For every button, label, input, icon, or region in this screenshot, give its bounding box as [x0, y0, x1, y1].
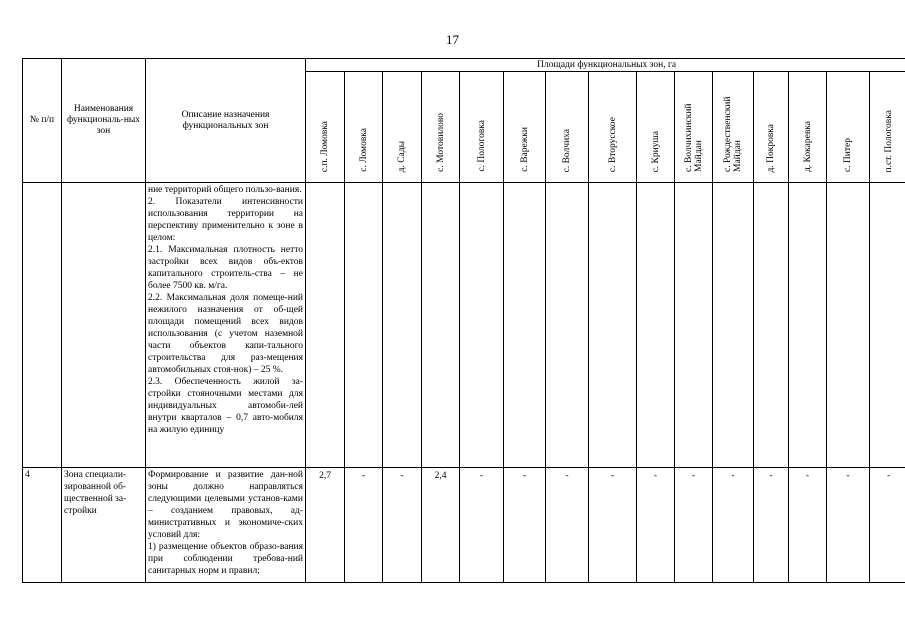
header-settlement: д. Кокаревка — [789, 72, 827, 183]
area-value: - — [504, 468, 546, 583]
header-settlement: д. Сады — [383, 72, 422, 183]
header-settlement: с. Вторусское — [589, 72, 637, 183]
area-value: - — [345, 468, 383, 583]
cell-empty — [23, 183, 62, 468]
cell-empty — [546, 183, 589, 468]
zone-number: 4 — [23, 468, 62, 583]
cell-empty — [460, 183, 504, 468]
area-value: 2,7 — [306, 468, 345, 583]
cell-empty — [675, 183, 713, 468]
area-value: - — [827, 468, 870, 583]
description-paragraph: 2.1. Максимальная плотность нетто застройки всех видов объ-ектов капитального строитель-ства – не более 7500 кв. м/га. — [148, 245, 303, 291]
header-settlement: с. Волчиха — [546, 72, 589, 183]
area-value: - — [637, 468, 675, 583]
header-settlement: с. Криуша — [637, 72, 675, 183]
description-paragraph: 2.2. Максимальная доля помеще-ний нежилого назначения от об-щей площади помещений всех видов использования (с учетом наземной части объектов капи-тального строительства для раз-мещения автомобильных стоя-нок) – 25 %. — [148, 293, 303, 375]
page-number: 17 — [446, 32, 459, 47]
header-row-1 — [23, 59, 905, 72]
area-value: - — [675, 468, 713, 583]
cell-empty — [383, 183, 422, 468]
header-settlement: с.п. Ломовка — [306, 72, 345, 183]
header-settlement: с. Питер — [827, 72, 870, 183]
header-description: Описание назначения функциональных зон — [146, 59, 306, 183]
header-settlement: с. Волчихинский Майдан — [675, 72, 713, 183]
zone-description — [146, 468, 306, 583]
table-row-continuation — [23, 183, 905, 468]
area-value: - — [546, 468, 589, 583]
area-value: - — [754, 468, 789, 583]
area-value: - — [460, 468, 504, 583]
description-paragraph: 2. Показатели интенсивности использования территории на перспективу применительно к зоне в целом: — [148, 197, 303, 243]
cell-empty — [870, 183, 905, 468]
area-value: - — [789, 468, 827, 583]
cell-empty — [589, 183, 637, 468]
table-row-zone-4 — [23, 468, 905, 583]
functional-zones-table — [22, 58, 905, 583]
area-value: - — [870, 468, 905, 583]
area-value: 2,4 — [422, 468, 460, 583]
cell-empty — [345, 183, 383, 468]
header-settlement: с. Мотовилово — [422, 72, 460, 183]
header-num: № п/п — [23, 59, 62, 183]
header-settlement: д. Покровка — [754, 72, 789, 183]
description-paragraph: 1) размещение объектов образо-вания при соблюдении требова-ний санитарных норм и правил; — [148, 542, 303, 576]
cell-empty — [713, 183, 754, 468]
cell-empty — [789, 183, 827, 468]
cell-empty — [62, 183, 146, 468]
header-areas-group: Площади функциональных зон, га — [306, 59, 905, 72]
cell-empty — [504, 183, 546, 468]
header-settlement: п.ст. Пологовка — [870, 72, 905, 183]
cell-empty — [754, 183, 789, 468]
header-settlement: с. Пологовка — [460, 72, 504, 183]
cell-empty — [637, 183, 675, 468]
cell-empty — [306, 183, 345, 468]
cell-empty — [422, 183, 460, 468]
header-zone-name: Наименования функциональ-ных зон — [62, 59, 146, 183]
zone-name: Зона специали-зированной об-щественной за-стройки — [62, 468, 146, 583]
cell-empty — [827, 183, 870, 468]
description-paragraph: ние территорий общего пользо-вания. — [148, 185, 302, 195]
header-settlement: с. Ломовка — [345, 72, 383, 183]
description-paragraph: 2.3. Обеспеченность жилой за-стройки стояночными местами для индивидуальных автомоби-лей внутри кварталов – 0,7 авто-мобиля на жилую единицу — [148, 377, 303, 435]
area-value: - — [713, 468, 754, 583]
description-paragraph: Формирование и развитие дан-ной зоны должно направляться следующими целевыми установ-ками – созданием правовых, ад-министративных и экономиче-ских условий для: — [148, 470, 303, 540]
header-settlement: с. Рождественский Майдан — [713, 72, 754, 183]
area-value: - — [589, 468, 637, 583]
area-value: - — [383, 468, 422, 583]
header-settlement: с. Варежки — [504, 72, 546, 183]
continuation-description — [146, 183, 306, 468]
